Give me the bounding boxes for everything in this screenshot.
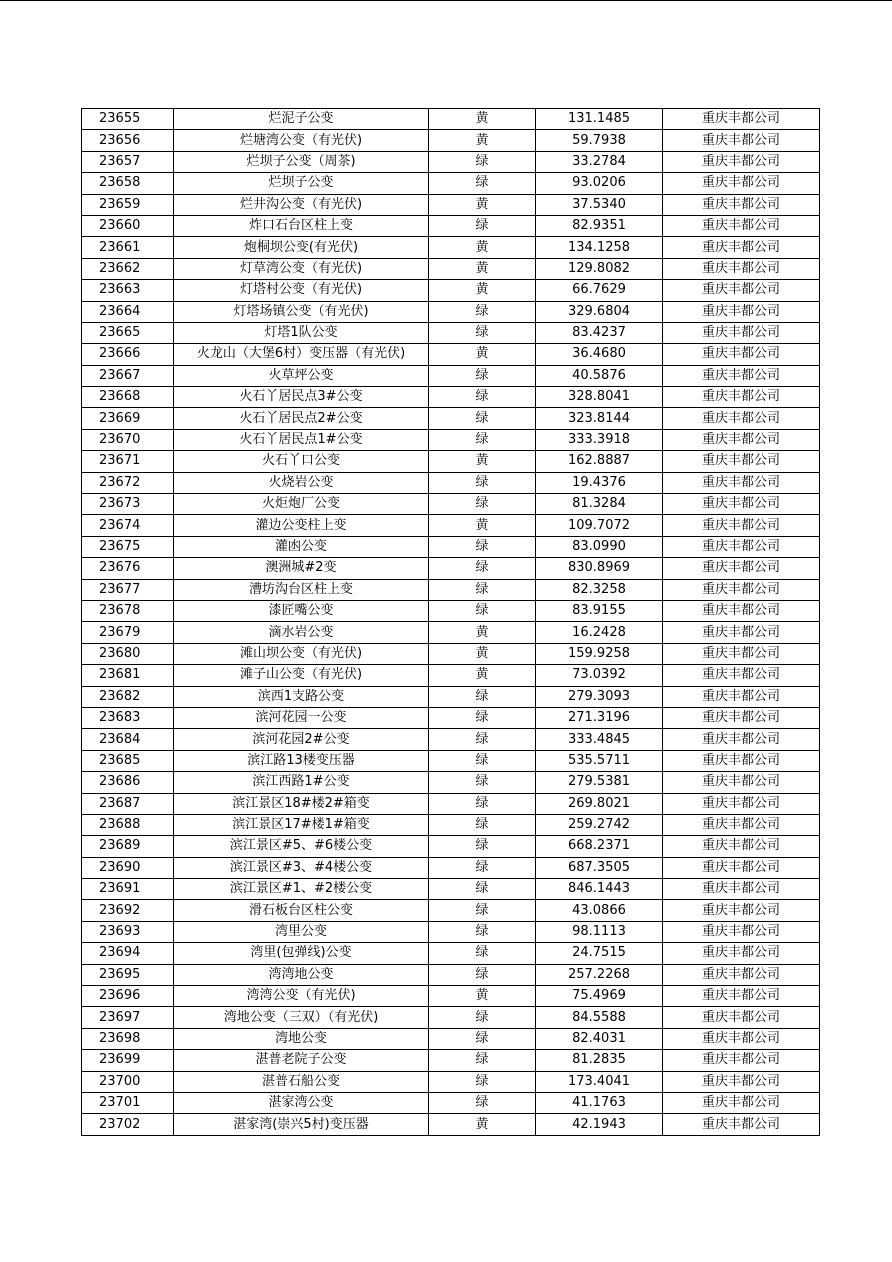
cell-company: 重庆丰都公司 (663, 130, 820, 151)
cell-transformer-name: 火草坪公变 (174, 365, 429, 386)
cell-transformer-name: 滨西1支路公变 (174, 686, 429, 707)
cell-value: 162.8887 (536, 451, 663, 472)
cell-category: 绿 (429, 151, 536, 172)
cell-value: 83.4237 (536, 322, 663, 343)
cell-value: 109.7072 (536, 515, 663, 536)
cell-company: 重庆丰都公司 (663, 622, 820, 643)
cell-transformer-name: 火龙山（大堡6村）变压器（有光伏) (174, 344, 429, 365)
cell-transformer-name: 烂坝子公变（周茶) (174, 151, 429, 172)
cell-id: 23669 (82, 408, 174, 429)
table-row (82, 772, 820, 793)
cell-value: 66.7629 (536, 280, 663, 301)
cell-value: 82.4031 (536, 1028, 663, 1049)
cell-category: 绿 (429, 707, 536, 728)
cell-value: 84.5588 (536, 1007, 663, 1028)
cell-company: 重庆丰都公司 (663, 1071, 820, 1092)
cell-category: 黄 (429, 237, 536, 258)
cell-id: 23688 (82, 814, 174, 835)
cell-id: 23691 (82, 879, 174, 900)
cell-value: 333.4845 (536, 729, 663, 750)
cell-id: 23696 (82, 986, 174, 1007)
cell-transformer-name: 灯塔1队公变 (174, 322, 429, 343)
cell-transformer-name: 滨江景区#1、#2楼公变 (174, 879, 429, 900)
cell-id: 23667 (82, 365, 174, 386)
table-row (82, 1050, 820, 1071)
cell-value: 98.1113 (536, 921, 663, 942)
cell-value: 257.2268 (536, 964, 663, 985)
cell-transformer-name: 火炬炮厂公变 (174, 494, 429, 515)
table-row (82, 622, 820, 643)
cell-category: 绿 (429, 429, 536, 450)
cell-company: 重庆丰都公司 (663, 1114, 820, 1135)
cell-value: 37.5340 (536, 194, 663, 215)
cell-transformer-name: 滩山坝公变（有光伏) (174, 643, 429, 664)
cell-category: 绿 (429, 600, 536, 621)
table-row (82, 194, 820, 215)
table-row (82, 130, 820, 151)
cell-category: 黄 (429, 344, 536, 365)
cell-transformer-name: 滨江景区#5、#6楼公变 (174, 836, 429, 857)
cell-transformer-name: 湾地公变 (174, 1028, 429, 1049)
cell-id: 23664 (82, 301, 174, 322)
cell-value: 333.3918 (536, 429, 663, 450)
cell-value: 16.2428 (536, 622, 663, 643)
cell-company: 重庆丰都公司 (663, 408, 820, 429)
cell-value: 93.0206 (536, 173, 663, 194)
cell-transformer-name: 澳洲城#2变 (174, 558, 429, 579)
cell-category: 黄 (429, 130, 536, 151)
cell-value: 173.4041 (536, 1071, 663, 1092)
cell-transformer-name: 滴水岩公变 (174, 622, 429, 643)
cell-value: 40.5876 (536, 365, 663, 386)
cell-transformer-name: 烂泥子公变 (174, 109, 429, 130)
cell-value: 59.7938 (536, 130, 663, 151)
cell-company: 重庆丰都公司 (663, 515, 820, 536)
cell-id: 23692 (82, 900, 174, 921)
cell-value: 329.6804 (536, 301, 663, 322)
cell-transformer-name: 灌边公变柱上变 (174, 515, 429, 536)
cell-id: 23676 (82, 558, 174, 579)
cell-category: 绿 (429, 964, 536, 985)
cell-category: 黄 (429, 986, 536, 1007)
cell-category: 绿 (429, 1071, 536, 1092)
cell-value: 41.1763 (536, 1092, 663, 1113)
cell-id: 23663 (82, 280, 174, 301)
cell-id: 23689 (82, 836, 174, 857)
cell-company: 重庆丰都公司 (663, 109, 820, 130)
cell-company: 重庆丰都公司 (663, 986, 820, 1007)
cell-company: 重庆丰都公司 (663, 1007, 820, 1028)
table-row (82, 643, 820, 664)
cell-company: 重庆丰都公司 (663, 215, 820, 236)
cell-value: 131.1485 (536, 109, 663, 130)
cell-company: 重庆丰都公司 (663, 494, 820, 515)
cell-company: 重庆丰都公司 (663, 1028, 820, 1049)
cell-transformer-name: 火烧岩公变 (174, 472, 429, 493)
table-row (82, 109, 820, 130)
cell-value: 24.7515 (536, 943, 663, 964)
table-row (82, 665, 820, 686)
cell-id: 23686 (82, 772, 174, 793)
cell-company: 重庆丰都公司 (663, 836, 820, 857)
cell-transformer-name: 漕坊沟台区柱上变 (174, 579, 429, 600)
cell-company: 重庆丰都公司 (663, 558, 820, 579)
cell-id: 23701 (82, 1092, 174, 1113)
table-row (82, 857, 820, 878)
cell-id: 23697 (82, 1007, 174, 1028)
cell-company: 重庆丰都公司 (663, 793, 820, 814)
table-row (82, 1092, 820, 1113)
cell-id: 23672 (82, 472, 174, 493)
cell-category: 绿 (429, 579, 536, 600)
cell-value: 36.4680 (536, 344, 663, 365)
table-row (82, 750, 820, 771)
table-row (82, 429, 820, 450)
cell-category: 绿 (429, 1050, 536, 1071)
cell-id: 23684 (82, 729, 174, 750)
table-row (82, 793, 820, 814)
cell-category: 黄 (429, 622, 536, 643)
cell-company: 重庆丰都公司 (663, 387, 820, 408)
table-row (82, 900, 820, 921)
cell-value: 73.0392 (536, 665, 663, 686)
cell-value: 42.1943 (536, 1114, 663, 1135)
cell-category: 绿 (429, 793, 536, 814)
table-row (82, 558, 820, 579)
cell-category: 绿 (429, 301, 536, 322)
cell-id: 23661 (82, 237, 174, 258)
table-row (82, 964, 820, 985)
table-row (82, 515, 820, 536)
cell-transformer-name: 湾里公变 (174, 921, 429, 942)
cell-category: 黄 (429, 109, 536, 130)
cell-value: 668.2371 (536, 836, 663, 857)
cell-id: 23658 (82, 173, 174, 194)
table-row (82, 151, 820, 172)
cell-category: 绿 (429, 558, 536, 579)
cell-transformer-name: 火石丫居民点1#公变 (174, 429, 429, 450)
cell-transformer-name: 滨江景区#3、#4楼公变 (174, 857, 429, 878)
cell-transformer-name: 湾里(包弹线)公变 (174, 943, 429, 964)
cell-category: 绿 (429, 772, 536, 793)
cell-id: 23657 (82, 151, 174, 172)
cell-value: 75.4969 (536, 986, 663, 1007)
cell-transformer-name: 滩子山公变（有光伏) (174, 665, 429, 686)
cell-category: 绿 (429, 387, 536, 408)
cell-company: 重庆丰都公司 (663, 707, 820, 728)
cell-company: 重庆丰都公司 (663, 665, 820, 686)
cell-value: 535.5711 (536, 750, 663, 771)
cell-company: 重庆丰都公司 (663, 600, 820, 621)
cell-id: 23700 (82, 1071, 174, 1092)
cell-id: 23698 (82, 1028, 174, 1049)
cell-company: 重庆丰都公司 (663, 173, 820, 194)
cell-value: 81.2835 (536, 1050, 663, 1071)
table-row (82, 943, 820, 964)
cell-category: 黄 (429, 194, 536, 215)
cell-value: 82.3258 (536, 579, 663, 600)
cell-category: 绿 (429, 472, 536, 493)
cell-transformer-name: 炮桐坝公变(有光伏) (174, 237, 429, 258)
cell-company: 重庆丰都公司 (663, 943, 820, 964)
cell-transformer-name: 炸口石台区柱上变 (174, 215, 429, 236)
table-row (82, 579, 820, 600)
cell-transformer-name: 灯塔场镇公变（有光伏) (174, 301, 429, 322)
cell-company: 重庆丰都公司 (663, 429, 820, 450)
cell-value: 328.8041 (536, 387, 663, 408)
cell-value: 159.9258 (536, 643, 663, 664)
cell-company: 重庆丰都公司 (663, 643, 820, 664)
cell-id: 23678 (82, 600, 174, 621)
cell-company: 重庆丰都公司 (663, 151, 820, 172)
cell-category: 黄 (429, 665, 536, 686)
cell-transformer-name: 湾湾地公变 (174, 964, 429, 985)
cell-value: 134.1258 (536, 237, 663, 258)
cell-category: 绿 (429, 879, 536, 900)
cell-id: 23680 (82, 643, 174, 664)
table-row (82, 322, 820, 343)
cell-transformer-name: 滨河花园一公变 (174, 707, 429, 728)
table-row (82, 600, 820, 621)
cell-id: 23679 (82, 622, 174, 643)
table-row (82, 215, 820, 236)
cell-category: 绿 (429, 408, 536, 429)
table-row (82, 344, 820, 365)
cell-id: 23668 (82, 387, 174, 408)
cell-id: 23687 (82, 793, 174, 814)
cell-value: 687.3505 (536, 857, 663, 878)
cell-value: 846.1443 (536, 879, 663, 900)
cell-company: 重庆丰都公司 (663, 451, 820, 472)
cell-company: 重庆丰都公司 (663, 322, 820, 343)
cell-transformer-name: 火石丫口公变 (174, 451, 429, 472)
cell-value: 323.8144 (536, 408, 663, 429)
page-top-border (0, 0, 892, 1)
cell-company: 重庆丰都公司 (663, 237, 820, 258)
cell-value: 259.2742 (536, 814, 663, 835)
cell-transformer-name: 火石丫居民点2#公变 (174, 408, 429, 429)
table-row (82, 173, 820, 194)
cell-category: 绿 (429, 857, 536, 878)
cell-value: 83.0990 (536, 536, 663, 557)
cell-company: 重庆丰都公司 (663, 729, 820, 750)
cell-category: 绿 (429, 494, 536, 515)
table-row (82, 686, 820, 707)
cell-transformer-name: 湾地公变（三双）（有光伏) (174, 1007, 429, 1028)
cell-category: 绿 (429, 900, 536, 921)
cell-transformer-name: 火石丫居民点3#公变 (174, 387, 429, 408)
cell-transformer-name: 湛普老院子公变 (174, 1050, 429, 1071)
table-row (82, 836, 820, 857)
cell-id: 23665 (82, 322, 174, 343)
cell-id: 23656 (82, 130, 174, 151)
cell-company: 重庆丰都公司 (663, 258, 820, 279)
cell-id: 23694 (82, 943, 174, 964)
cell-company: 重庆丰都公司 (663, 365, 820, 386)
cell-category: 绿 (429, 1092, 536, 1113)
cell-transformer-name: 灌凼公变 (174, 536, 429, 557)
cell-company: 重庆丰都公司 (663, 857, 820, 878)
table-row (82, 879, 820, 900)
cell-id: 23685 (82, 750, 174, 771)
cell-id: 23673 (82, 494, 174, 515)
transformer-table-container (81, 108, 820, 1136)
table-row (82, 921, 820, 942)
cell-value: 19.4376 (536, 472, 663, 493)
table-row (82, 729, 820, 750)
table-row (82, 536, 820, 557)
cell-company: 重庆丰都公司 (663, 579, 820, 600)
cell-company: 重庆丰都公司 (663, 900, 820, 921)
cell-id: 23670 (82, 429, 174, 450)
cell-company: 重庆丰都公司 (663, 344, 820, 365)
table-row (82, 258, 820, 279)
cell-category: 黄 (429, 643, 536, 664)
cell-company: 重庆丰都公司 (663, 1092, 820, 1113)
cell-category: 绿 (429, 729, 536, 750)
cell-value: 129.8082 (536, 258, 663, 279)
cell-category: 绿 (429, 836, 536, 857)
cell-category: 黄 (429, 280, 536, 301)
cell-id: 23662 (82, 258, 174, 279)
cell-category: 绿 (429, 814, 536, 835)
cell-transformer-name: 湛普石船公变 (174, 1071, 429, 1092)
cell-id: 23671 (82, 451, 174, 472)
cell-category: 黄 (429, 1114, 536, 1135)
cell-category: 绿 (429, 686, 536, 707)
cell-id: 23683 (82, 707, 174, 728)
table-row (82, 707, 820, 728)
cell-transformer-name: 滨江景区17#楼1#箱变 (174, 814, 429, 835)
cell-category: 绿 (429, 1007, 536, 1028)
cell-id: 23674 (82, 515, 174, 536)
cell-value: 271.3196 (536, 707, 663, 728)
table-row (82, 408, 820, 429)
cell-id: 23666 (82, 344, 174, 365)
cell-category: 绿 (429, 921, 536, 942)
cell-company: 重庆丰都公司 (663, 921, 820, 942)
cell-category: 黄 (429, 258, 536, 279)
cell-transformer-name: 湛家湾公变 (174, 1092, 429, 1113)
cell-company: 重庆丰都公司 (663, 536, 820, 557)
cell-value: 269.8021 (536, 793, 663, 814)
cell-id: 23690 (82, 857, 174, 878)
cell-company: 重庆丰都公司 (663, 814, 820, 835)
table-row (82, 237, 820, 258)
cell-transformer-name: 滨江西路1#公变 (174, 772, 429, 793)
cell-transformer-name: 烂塘湾公变（有光伏) (174, 130, 429, 151)
cell-id: 23675 (82, 536, 174, 557)
cell-category: 绿 (429, 322, 536, 343)
cell-company: 重庆丰都公司 (663, 280, 820, 301)
table-row (82, 365, 820, 386)
cell-transformer-name: 烂井沟公变（有光伏) (174, 194, 429, 215)
cell-category: 绿 (429, 1028, 536, 1049)
cell-company: 重庆丰都公司 (663, 879, 820, 900)
cell-transformer-name: 湾湾公变（有光伏) (174, 986, 429, 1007)
table-row (82, 451, 820, 472)
cell-id: 23660 (82, 215, 174, 236)
cell-value: 81.3284 (536, 494, 663, 515)
cell-transformer-name: 滑石板台区柱公变 (174, 900, 429, 921)
cell-id: 23682 (82, 686, 174, 707)
cell-company: 重庆丰都公司 (663, 686, 820, 707)
cell-id: 23681 (82, 665, 174, 686)
cell-id: 23677 (82, 579, 174, 600)
cell-transformer-name: 漆匠嘴公变 (174, 600, 429, 621)
cell-transformer-name: 滨江景区18#楼2#箱变 (174, 793, 429, 814)
cell-category: 绿 (429, 943, 536, 964)
cell-id: 23659 (82, 194, 174, 215)
table-row (82, 1028, 820, 1049)
cell-value: 279.5381 (536, 772, 663, 793)
table-row (82, 814, 820, 835)
cell-value: 83.9155 (536, 600, 663, 621)
cell-company: 重庆丰都公司 (663, 964, 820, 985)
cell-id: 23695 (82, 964, 174, 985)
table-row (82, 280, 820, 301)
cell-value: 82.9351 (536, 215, 663, 236)
cell-category: 绿 (429, 536, 536, 557)
transformer-table (81, 108, 820, 1136)
cell-value: 830.8969 (536, 558, 663, 579)
cell-transformer-name: 滨江路13楼变压器 (174, 750, 429, 771)
cell-category: 黄 (429, 451, 536, 472)
cell-company: 重庆丰都公司 (663, 301, 820, 322)
table-row (82, 387, 820, 408)
cell-transformer-name: 滨河花园2#公变 (174, 729, 429, 750)
cell-company: 重庆丰都公司 (663, 194, 820, 215)
cell-company: 重庆丰都公司 (663, 750, 820, 771)
cell-category: 黄 (429, 515, 536, 536)
table-row (82, 472, 820, 493)
table-row (82, 1114, 820, 1135)
transformer-table-body (82, 109, 820, 1136)
cell-id: 23699 (82, 1050, 174, 1071)
cell-category: 绿 (429, 173, 536, 194)
cell-company: 重庆丰都公司 (663, 772, 820, 793)
table-row (82, 301, 820, 322)
cell-transformer-name: 烂坝子公变 (174, 173, 429, 194)
table-row (82, 1071, 820, 1092)
cell-value: 279.3093 (536, 686, 663, 707)
cell-category: 绿 (429, 215, 536, 236)
cell-category: 绿 (429, 750, 536, 771)
cell-transformer-name: 灯塔村公变（有光伏) (174, 280, 429, 301)
cell-transformer-name: 湛家湾(崇兴5村)变压器 (174, 1114, 429, 1135)
cell-value: 43.0866 (536, 900, 663, 921)
cell-transformer-name: 灯草湾公变（有光伏) (174, 258, 429, 279)
cell-id: 23655 (82, 109, 174, 130)
table-row (82, 494, 820, 515)
cell-id: 23702 (82, 1114, 174, 1135)
cell-value: 33.2784 (536, 151, 663, 172)
table-row (82, 1007, 820, 1028)
table-row (82, 986, 820, 1007)
cell-category: 绿 (429, 365, 536, 386)
cell-id: 23693 (82, 921, 174, 942)
cell-company: 重庆丰都公司 (663, 472, 820, 493)
cell-company: 重庆丰都公司 (663, 1050, 820, 1071)
